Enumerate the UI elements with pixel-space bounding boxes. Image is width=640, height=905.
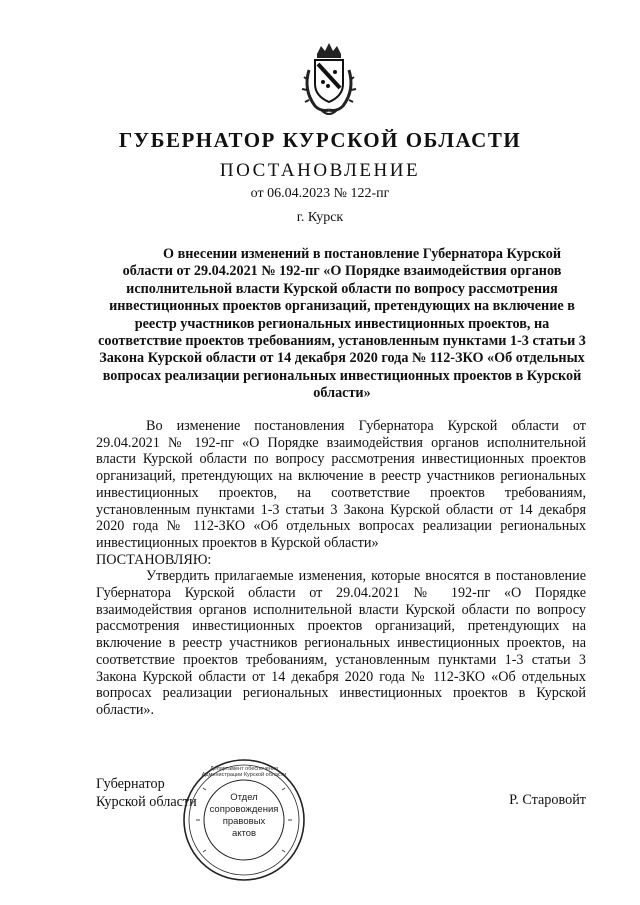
stamp-line-4: актов [231, 828, 257, 839]
governor-title: ГУБЕРНАТОР КУРСКОЙ ОБЛАСТИ [118, 128, 522, 152]
document-body [96, 418, 586, 719]
document-city: г. Курск [296, 210, 344, 225]
stamp-line-2: сопровождения [209, 804, 279, 815]
kursk-coat-of-arms-icon [299, 40, 359, 120]
stamp-line-1: Отдел [230, 792, 258, 803]
stamp-text [180, 792, 308, 840]
document-date-number: от 06.04.2023 № 122-пг [250, 186, 390, 201]
signatory-position-line1: Губернатор [96, 776, 165, 792]
document-type: ПОСТАНОВЛЕНИЕ [219, 160, 421, 181]
signatory-position-line2: Курской области [96, 794, 197, 810]
stamp-line-3: правовых [222, 816, 266, 827]
signatory-name: Р. Старовойт [509, 792, 586, 808]
document-subject: О внесении изменений в постановление Губернатора Курской области от 29.04.2021 № 192-пг «О Порядке взаимодействия органов исполнительной власти Курской области по вопросу рассмотрения инвестиционных проектов организаций, претендующих на включение в реестр участников региональных инвестиционных проектов, на соответствие проектов требованиям, установленным пунктами 1-3 статьи 3 Закона Курской области от 14 декабря 2020 года № 112-ЗКО «Об отдельных вопросах реализации региональных инвестиционных проектов в Курской области» [98, 246, 586, 402]
body-paragraph-1: Во изменение постановления Губернатора Курской области от 29.04.2021 № 192-пг «О Порядке взаимодействия органов исполнительной власти Курской области по вопросу рассмотрения инвестиционных проектов организаций, претендующих на включение в реестр участников региональных инвестиционных проектов, на соответствие проектов требованиям, установленным пунктами 1-3 статьи 3 Закона Курской области от 14 декабря 2020 года № 112-ЗКО «Об отдельных вопросах реализации региональных инвестиционных проектов в Курской области» [96, 418, 586, 551]
body-paragraph-2: Утвердить прилагаемые изменения, которые вносятся в постановление Губернатора Курской области от 29.04.2021 № 192-пг «О Порядке взаимодействия органов исполнительной власти Курской области по вопросу рассмотрения инвестиционных проектов организаций, претендующих на включение в реестр участников региональных инвестиционных проектов, на соответствие проектов требованиям, установленным пунктами 1-3 статьи 3 Закона Курской области от 14 декабря 2020 года № 112-ЗКО «Об отдельных вопросах реализации региональных инвестиционных проектов в Курской области». [96, 568, 586, 718]
decree-word: ПОСТАНОВЛЯЮ: [96, 551, 212, 568]
stamp-ring-text: Департамент обеспечения Администрации Курской области [201, 766, 287, 778]
